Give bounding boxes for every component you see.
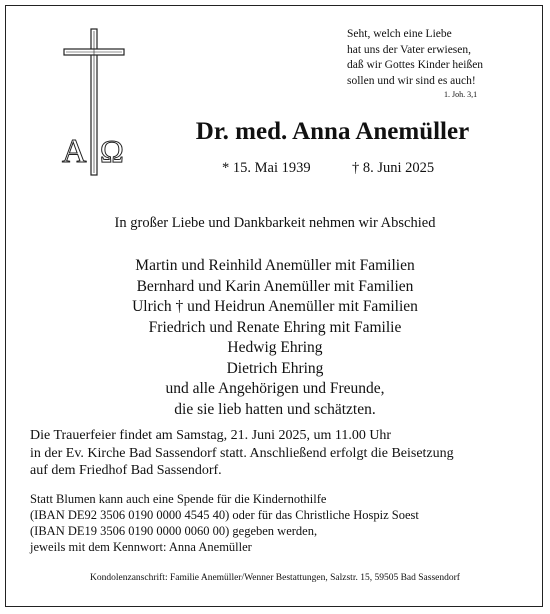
verse-reference: 1. Joh. 3,1 [444, 90, 478, 99]
verse-line: sollen und wir sind es auch! [347, 74, 476, 87]
verse-line: daß wir Gottes Kinder heißen [347, 59, 484, 71]
mourner-line: Friedrich und Renate Ehring mit Familie [148, 318, 402, 336]
mourner-line: und alle Angehörigen und Freunde, [165, 380, 385, 397]
cross-alpha-omega-icon [58, 27, 138, 177]
donation-line: (IBAN DE92 3506 0190 0000 4545 40) oder für das Christliche Hospiz Soest [30, 508, 419, 522]
donation-info [30, 491, 530, 555]
mourner-line: die sie lieb hatten und schätzten. [174, 400, 376, 418]
omega-symbol: Ω [100, 133, 124, 169]
bible-verse [347, 27, 522, 89]
service-line: auf dem Friedhof Bad Sassendorf. [30, 463, 222, 478]
farewell-intro: In großer Liebe und Dankbarkeit nehmen wir Abschied [114, 215, 436, 231]
service-line: in der Ev. Kirche Bad Sassendorf statt. Anschließend erfolgt die Beisetzung [30, 445, 454, 461]
mourner-line: Martin und Reinhild Anemüller mit Familien [135, 257, 415, 274]
death-date: † 8. Juni 2025 [352, 160, 435, 176]
mourner-line: Hedwig Ehring [227, 339, 323, 356]
funeral-service-info [30, 427, 530, 480]
mourner-line: Bernhard und Karin Anemüller mit Familien [136, 277, 414, 295]
donation-line: Statt Blumen kann auch eine Spende für die Kindernothilfe [30, 492, 327, 506]
mourner-line: Dietrich Ehring [226, 359, 324, 377]
mourner-line: Ulrich † und Heidrun Anemüller mit Familien [132, 298, 418, 315]
verse-line: hat uns der Vater erwiesen, [347, 43, 472, 56]
donation-line: jeweils mit dem Kennwort: Anna Anemüller [30, 540, 252, 554]
verse-line: Seht, welch eine Liebe [347, 28, 452, 40]
service-line: Die Trauerfeier findet am Samstag, 21. Juni 2025, um 11.00 Uhr [30, 428, 392, 443]
donation-line: (IBAN DE19 3506 0190 0000 0060 00) gegeben werden, [30, 524, 318, 538]
mourners-list [0, 256, 550, 420]
deceased-name: Dr. med. Anna Anemüller [195, 118, 470, 145]
condolence-address: Kondolenzanschrift: Familie Anemüller/Wenner Bestattungen, Salzstr. 15, 59505 Bad Sassendorf [90, 573, 460, 583]
birth-date: * 15. Mai 1939 [222, 160, 311, 176]
alpha-symbol: A [62, 133, 87, 170]
